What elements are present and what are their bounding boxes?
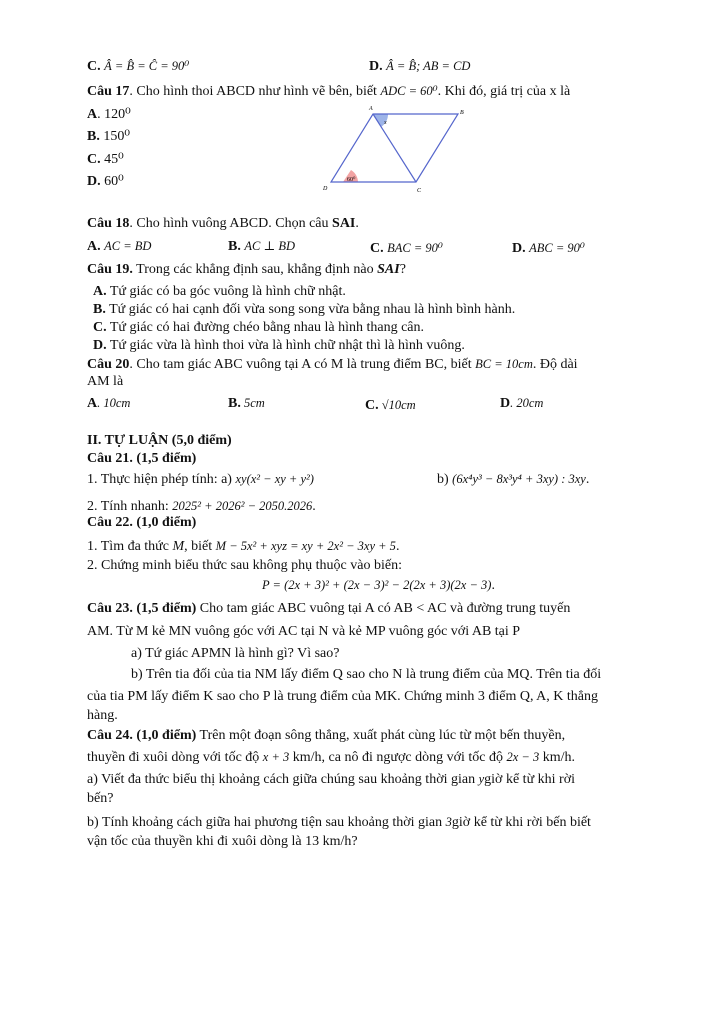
q22-line2: 2. Chứng minh biểu thức sau không phụ thuộc vào biến: xyxy=(87,558,402,573)
label-B: B xyxy=(460,110,464,116)
q24-line2: thuyền đi xuôi dòng với tốc độ x + 3 km/h, ca nô đi ngược dòng với tốc độ 2x − 3 km/h. xyxy=(87,750,575,765)
label-60: 60⁰ xyxy=(347,177,356,183)
q23-part-b-line2: của tia PM lấy điểm K sao cho P là trung điểm của MK. Chứng minh 3 điểm Q, A, K thẳng xyxy=(87,689,598,704)
q16-option-c: C. Â = B̂ = Ĉ = 90⁰ xyxy=(87,59,190,74)
q20-option-c: C. √10cm xyxy=(365,398,416,413)
q20-option-a: A. 10cm xyxy=(87,396,131,411)
q17-option-a: A. 120⁰ xyxy=(87,107,131,122)
q16-option-c-math: Â = B̂ = Ĉ = 90⁰ xyxy=(104,59,190,73)
q16-option-d-math: Â = B̂; AB = CD xyxy=(386,59,471,73)
q23-part-a: a) Tứ giác APMN là hình gì? Vì sao? xyxy=(131,646,340,661)
q19-option-c: C. Tứ giác có hai đường chéo bằng nhau là hình thang cân. xyxy=(93,320,425,335)
q18-option-c: C. BAC = 90⁰ xyxy=(370,241,443,256)
q19-option-a: A. Tứ giác có ba góc vuông là hình chữ nhật. xyxy=(93,284,346,299)
q21-line1: 1. Thực hiện phép tính: a) xy(x² − xy + y²) xyxy=(87,472,314,487)
q24-part-b: b) Tính khoảng cách giữa hai phương tiện sau khoảng thời gian 3giờ kể từ khi rời bến biết xyxy=(87,815,591,830)
diagonal-ac xyxy=(373,114,416,182)
q19-option-d: D. Tứ giác vừa là hình thoi vừa là hình chữ nhật thì là hình vuông. xyxy=(93,338,465,353)
q20-stem-line2: AM là xyxy=(87,374,124,389)
q20-option-d: D. 20cm xyxy=(500,396,544,411)
q16-option-d: D. Â = B̂; AB = CD xyxy=(369,59,471,74)
q22-expression: P = (2x + 3)² + (2x − 3)² − 2(2x + 3)(2x − 3). xyxy=(262,578,495,593)
label-x: x xyxy=(384,120,387,126)
q20-stem: Câu 20. Cho tam giác ABC vuông tại A có M là trung điểm BC, biết BC = 10cm. Độ dài xyxy=(87,357,578,372)
q23-part-b-line3: hàng. xyxy=(87,708,118,723)
label-D: D xyxy=(323,186,328,192)
q18-option-b: B. AC ⊥ BD xyxy=(228,239,295,254)
q24-part-a-line2: bến? xyxy=(87,791,114,806)
q18-option-d: D. ABC = 90⁰ xyxy=(512,241,585,256)
q18-option-a: A. AC = BD xyxy=(87,239,152,254)
q24-part-a: a) Viết đa thức biểu thị khoảng cách giữa chúng sau khoảng thời gian ygiờ kể từ khi rời xyxy=(87,772,576,787)
label-A: A xyxy=(369,106,373,112)
q24-part-b-line2: vận tốc của thuyền khi đi xuôi dòng là 13 km/h? xyxy=(87,834,358,849)
q18-stem: Câu 18. Cho hình vuông ABCD. Chọn câu SAI. xyxy=(87,216,359,231)
q24-stem: Câu 24. (1,0 điểm) Trên một đoạn sông thẳng, xuất phát cùng lúc từ một bến thuyền, xyxy=(87,728,566,743)
q23-part-b-line1: b) Trên tia đối của tia NM lấy điểm Q sao cho N là trung điểm của MQ. Trên tia đối xyxy=(131,667,602,682)
q21-label: Câu 21. (1,5 điểm) xyxy=(87,451,197,466)
q17-option-b: B. 150⁰ xyxy=(87,129,130,144)
label-C: C xyxy=(417,188,422,194)
q23-line2: AM. Từ M kẻ MN vuông góc với AC tại N và kẻ MP vuông góc với AB tại P xyxy=(87,624,521,639)
q22-line1: 1. Tìm đa thức M, biết M − 5x² + xyz = xy + 2x² − 3xy + 5. xyxy=(87,539,400,554)
q17-option-c: C. 45⁰ xyxy=(87,152,124,167)
q20-option-b: B. 5cm xyxy=(228,396,265,411)
q22-label: Câu 22. (1,0 điểm) xyxy=(87,515,197,530)
q23-stem: Câu 23. (1,5 điểm) Cho tam giác ABC vuông tại A có AB < AC và đường trung tuyến xyxy=(87,601,571,616)
q17-stem: Câu 17. Cho hình thoi ABCD như hình vẽ bên, biết ADC = 60⁰. Khi đó, giá trị của x là xyxy=(87,84,571,99)
q21-line2: 2. Tính nhanh: 2025² + 2026² − 2050.2026. xyxy=(87,499,316,514)
q17-option-d: D. 60⁰ xyxy=(87,174,124,189)
part2-heading: II. TỰ LUẬN (5,0 điểm) xyxy=(87,433,232,448)
rhombus-figure xyxy=(318,104,478,196)
q19-option-b: B. Tứ giác có hai cạnh đối vừa song song vừa bằng nhau là hình bình hành. xyxy=(93,302,516,317)
q19-stem: Câu 19. Trong các khẳng định sau, khẳng định nào SAI? xyxy=(87,262,406,277)
q21-part-b: b) (6x⁴y³ − 8x³y⁴ + 3xy) : 3xy. xyxy=(437,472,590,487)
